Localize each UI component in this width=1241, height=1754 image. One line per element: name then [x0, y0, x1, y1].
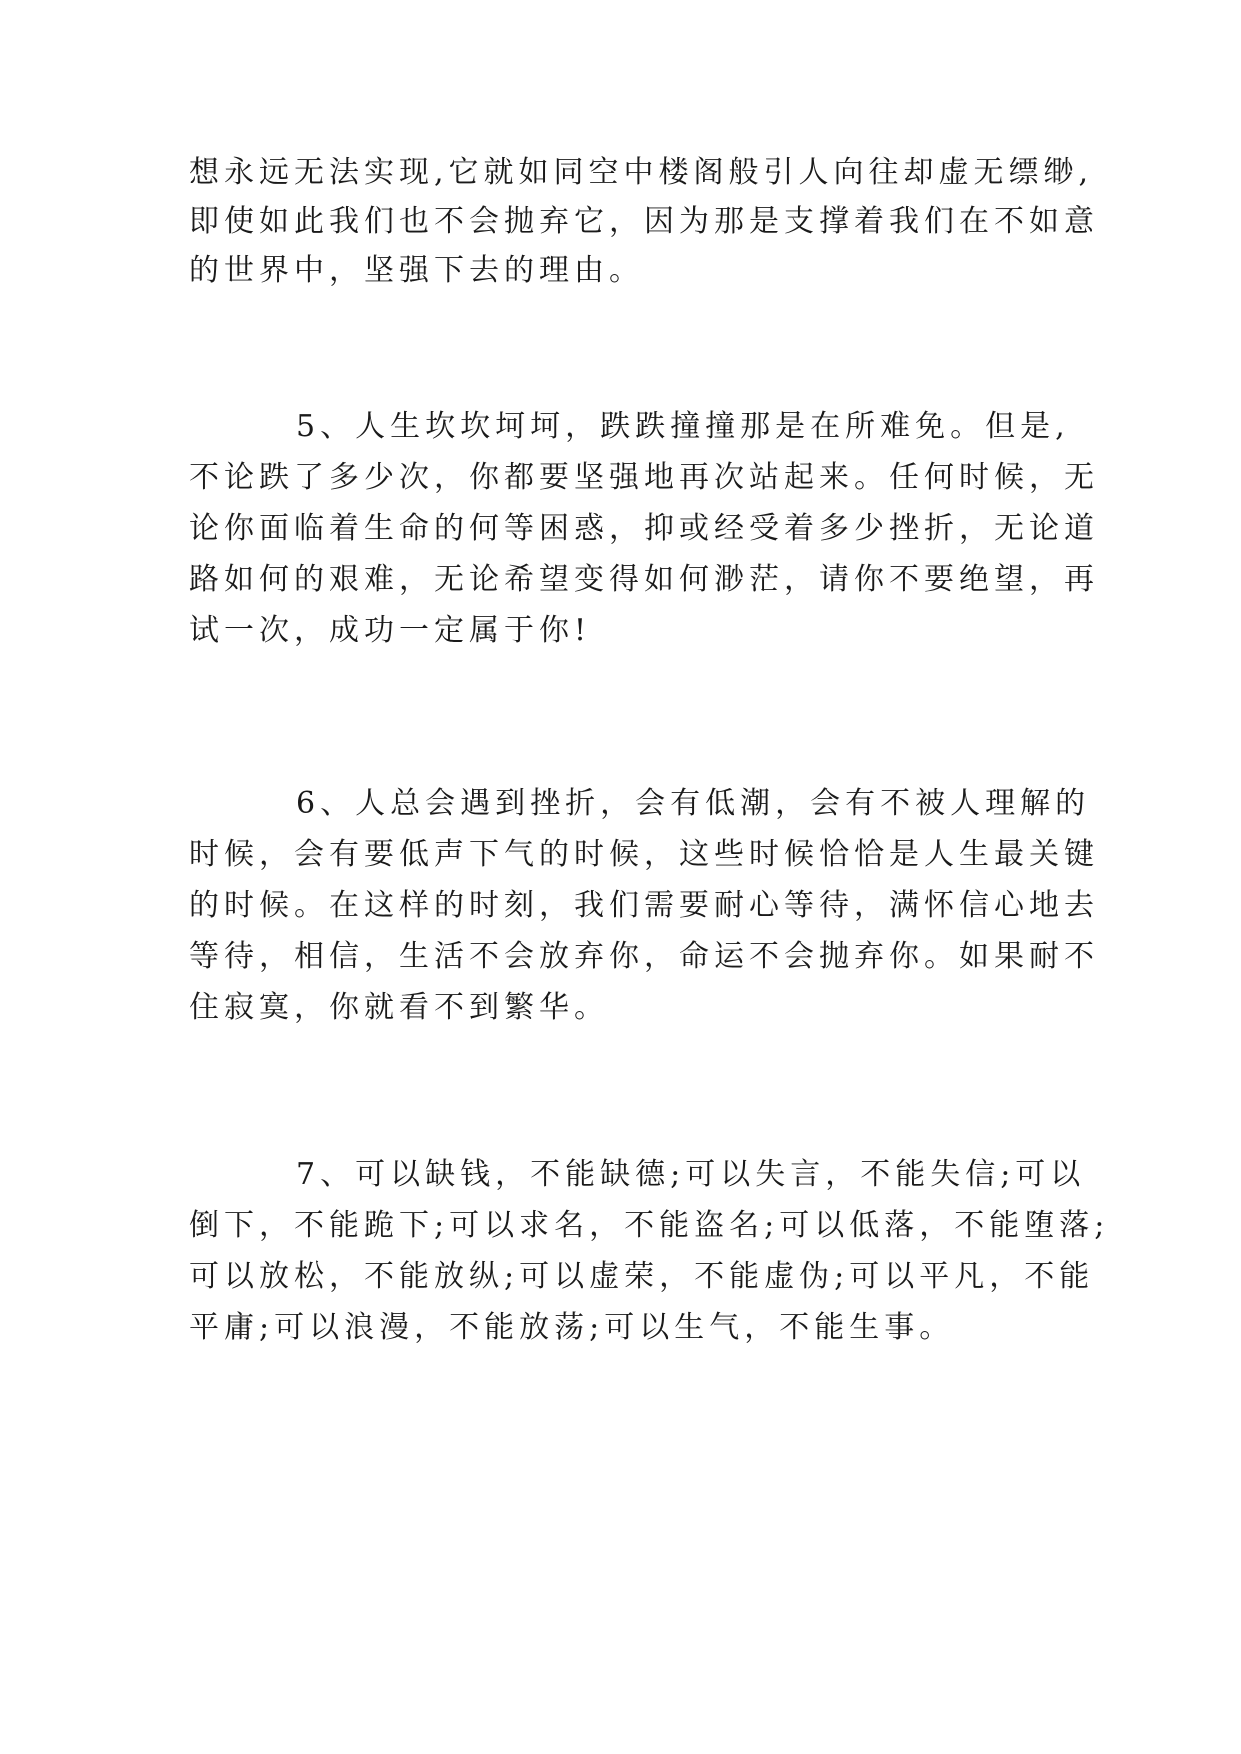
- paragraph-line: 即使如此我们也不会抛弃它，因为那是支撑着我们在不如意: [189, 204, 1099, 239]
- paragraph-line: 路如何的艰难，无论希望变得如何渺茫，请你不要绝望，再: [189, 562, 1099, 597]
- paragraph-line: 住寂寞，你就看不到繁华。: [189, 990, 609, 1025]
- paragraph-line: 的世界中，坚强下去的理由。: [189, 253, 644, 288]
- paragraph-line: 论你面临着生命的何等困惑，抑或经受着多少挫折，无论道: [189, 511, 1099, 546]
- paragraph-line: 时候，会有要低声下气的时候，这些时候恰恰是人生最关键: [189, 837, 1099, 872]
- paragraph-line: 想永远无法实现,它就如同空中楼阁般引人向往却虚无缥缈,: [189, 155, 1094, 190]
- paragraph-line: 平庸;可以浪漫，不能放荡;可以生气，不能生事。: [189, 1310, 955, 1345]
- paragraph-line: 6、人总会遇到挫折，会有低潮，会有不被人理解的: [296, 786, 1091, 821]
- paragraph-line: 试一次，成功一定属于你!: [189, 613, 592, 648]
- paragraph-line: 7、可以缺钱，不能缺德;可以失言，不能失信;可以: [296, 1157, 1086, 1192]
- paragraph-line: 可以放松，不能放纵;可以虚荣，不能虚伪;可以平凡，不能: [189, 1259, 1095, 1294]
- paragraph-line: 5、人生坎坎坷坷，跌跌撞撞那是在所难免。但是,: [296, 409, 1070, 444]
- paragraph-line: 等待，相信，生活不会放弃你，命运不会抛弃你。如果耐不: [189, 939, 1099, 974]
- paragraph-line: 倒下，不能跪下;可以求名，不能盗名;可以低落，不能堕落;: [189, 1208, 1110, 1243]
- paragraph-line: 的时候。在这样的时刻，我们需要耐心等待，满怀信心地去: [189, 888, 1099, 923]
- paragraph-line: 不论跌了多少次，你都要坚强地再次站起来。任何时候，无: [189, 460, 1099, 495]
